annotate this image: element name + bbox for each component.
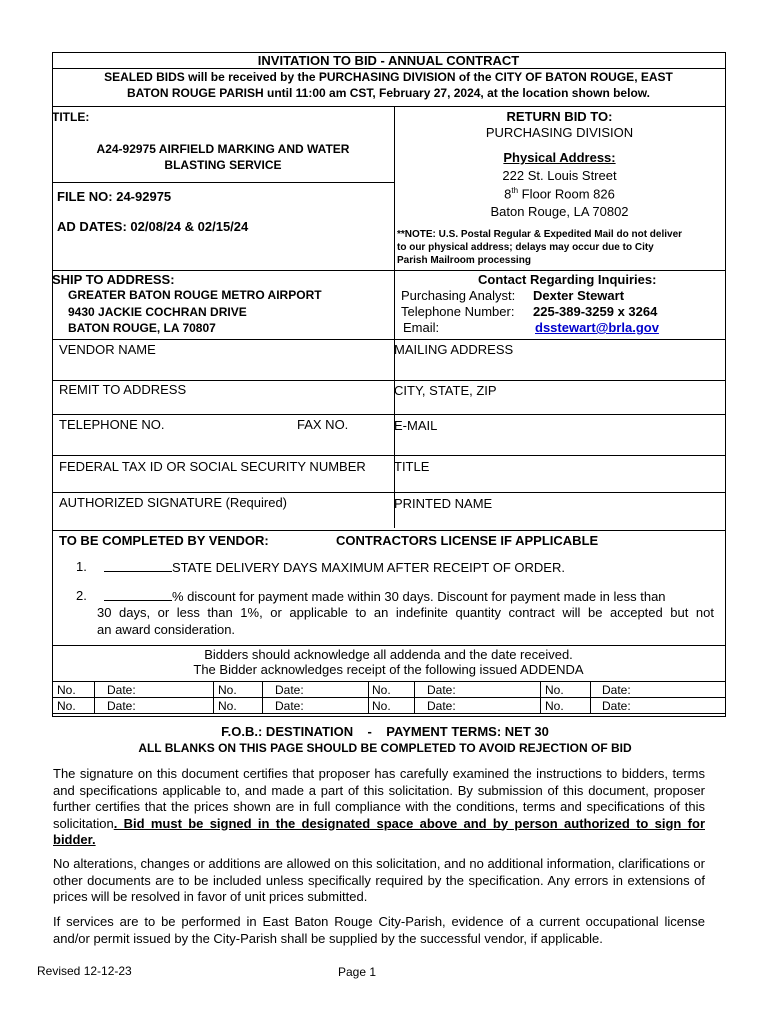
- addendum-date-label[interactable]: Date:: [275, 683, 304, 697]
- mail-note-line-2: to our physical address; delays may occur due to City: [397, 242, 654, 253]
- analyst-label: Purchasing Analyst:: [401, 288, 516, 303]
- floor-room-text: Floor Room 826: [518, 186, 615, 202]
- addendum-date-label[interactable]: Date:: [602, 699, 631, 713]
- license-paragraph: [53, 914, 705, 947]
- email-field[interactable]: E-MAIL: [394, 418, 438, 433]
- certification-text: The signature on this document certifies that proposer has carefully examined the instructions to bidders, terms and specifications applicable to, and made a part of this solicitation. By submission of this document, proposer further certifies that the prices shown are in full compliance with the conditions, terms and specifications of this solicitation: [53, 766, 705, 831]
- remit-to-field[interactable]: REMIT TO ADDRESS: [59, 382, 187, 397]
- addendum-no-label[interactable]: No.: [372, 683, 391, 697]
- ship-to-line-3: BATON ROUGE, LA 70807: [68, 321, 216, 335]
- street-address: 222 St. Louis Street: [502, 168, 617, 183]
- addenda-line-2: The Bidder acknowledges receipt of the following issued ADDENDA: [193, 662, 584, 677]
- ship-to-label: SHIP TO ADDRESS:: [52, 272, 175, 287]
- mailing-address-field[interactable]: MAILING ADDRESS: [394, 342, 514, 357]
- addendum-no-label[interactable]: No.: [57, 699, 76, 713]
- title-field[interactable]: TITLE: [394, 459, 430, 474]
- email-link[interactable]: dsstewart@brla.gov: [535, 320, 659, 335]
- license-text: If services are to be performed in East Baton Rouge City-Parish, evidence of a current occupational license and/or permit issued by the City-Parish shall be supplied by the successful vendor, if applicable.: [53, 914, 705, 946]
- floor-suffix: th: [511, 186, 519, 195]
- printed-name-field[interactable]: PRINTED NAME: [394, 496, 493, 511]
- ship-to-line-2: 9430 JACKIE COCHRAN DRIVE: [68, 305, 247, 319]
- addenda-line-1: Bidders should acknowledge all addenda and the date received.: [204, 647, 573, 662]
- alterations-paragraph: [53, 856, 705, 906]
- addendum-date-label[interactable]: Date:: [602, 683, 631, 697]
- form-title: INVITATION TO BID - ANNUAL CONTRACT: [257, 53, 520, 68]
- item-1: [104, 559, 565, 575]
- addendum-no-label[interactable]: No.: [57, 683, 76, 697]
- discount-percent-blank[interactable]: [104, 588, 172, 601]
- item-1-number: 1.: [76, 559, 87, 574]
- signature-requirement: . Bid must be signed in the designated space above and by person authorized to sign for bidder.: [53, 815, 705, 847]
- file-number: FILE NO: 24-92975: [57, 189, 172, 204]
- bid-title-line-2: BLASTING SERVICE: [164, 158, 282, 172]
- certification-paragraph: [53, 766, 705, 849]
- delivery-days-blank[interactable]: [104, 559, 172, 572]
- fob-payment-terms: F.O.B.: DESTINATION - PAYMENT TERMS: NET 30: [221, 724, 549, 739]
- sealed-bids-line-1: SEALED BIDS will be received by the PURCHASING DIVISION of the CITY OF BATON ROUGE, EAST: [104, 70, 673, 84]
- signature-field[interactable]: AUTHORIZED SIGNATURE (Required): [59, 495, 288, 510]
- blanks-warning: ALL BLANKS ON THIS PAGE SHOULD BE COMPLETED TO AVOID REJECTION OF BID: [138, 741, 632, 755]
- item-1-text: STATE DELIVERY DAYS MAXIMUM AFTER RECEIPT OF ORDER.: [172, 560, 565, 575]
- page-number: Page 1: [338, 965, 377, 979]
- addendum-date-label[interactable]: Date:: [107, 683, 136, 697]
- mail-note-line-3: Parish Mailroom processing: [397, 255, 531, 266]
- addendum-no-label[interactable]: No.: [545, 683, 564, 697]
- addendum-date-label[interactable]: Date:: [427, 699, 456, 713]
- fax-field[interactable]: FAX NO.: [297, 417, 349, 432]
- mail-note-line-1: **NOTE: U.S. Postal Regular & Expedited Mail do not deliver: [397, 229, 683, 240]
- sealed-bids-line-2: BATON ROUGE PARISH until 11:00 am CST, February 27, 2024, at the location shown below.: [126, 86, 650, 100]
- city-state-zip-field[interactable]: CITY, STATE, ZIP: [394, 383, 497, 398]
- phone-number: 225-389-3259 x 3264: [533, 304, 658, 319]
- vendor-section-heading: TO BE COMPLETED BY VENDOR:: [59, 533, 269, 548]
- telephone-field[interactable]: TELEPHONE NO.: [59, 417, 165, 432]
- vendor-name-field[interactable]: VENDOR NAME: [59, 342, 156, 357]
- addendum-no-label[interactable]: No.: [218, 683, 237, 697]
- item-2-line-3: an award consideration.: [97, 622, 236, 637]
- contact-heading: Contact Regarding Inquiries:: [478, 272, 657, 287]
- addendum-date-label[interactable]: Date:: [107, 699, 136, 713]
- addendum-date-label[interactable]: Date:: [275, 699, 304, 713]
- return-bid-heading: RETURN BID TO:: [506, 109, 613, 124]
- addendum-no-label[interactable]: No.: [218, 699, 237, 713]
- alterations-text: No alterations, changes or additions are allowed on this solicitation, and no additional information, clarifications or other documents are to be included unless specifically required by the specification. Any errors in extensions of prices will be resolved in favor of unit prices submitted.: [53, 856, 705, 904]
- contractors-license-label: CONTRACTORS LICENSE IF APPLICABLE: [336, 533, 599, 548]
- item-2-line-1: [104, 588, 714, 604]
- addendum-date-label[interactable]: Date:: [427, 683, 456, 697]
- ad-dates: AD DATES: 02/08/24 & 02/15/24: [57, 219, 249, 234]
- item-2-text: % discount for payment made within 30 days. Discount for payment made in less than: [172, 589, 666, 604]
- phone-label: Telephone Number:: [401, 304, 515, 319]
- addendum-no-label[interactable]: No.: [545, 699, 564, 713]
- city-state-zip-address: Baton Rouge, LA 70802: [490, 204, 629, 219]
- item-2-line-2: 30 days, or less than 1%, or applicable to an indefinite quantity contract will be accepted but not: [97, 605, 714, 620]
- title-label: TITLE:: [52, 110, 90, 124]
- physical-address-label: Physical Address:: [503, 150, 616, 165]
- email-label: Email:: [403, 320, 440, 335]
- tax-id-field[interactable]: FEDERAL TAX ID OR SOCIAL SECURITY NUMBER: [59, 459, 366, 474]
- item-2-number: 2.: [76, 588, 87, 603]
- addendum-no-label[interactable]: No.: [372, 699, 391, 713]
- purchasing-division: PURCHASING DIVISION: [485, 125, 634, 140]
- analyst-name: Dexter Stewart: [533, 288, 625, 303]
- revised-date: Revised 12-12-23: [37, 964, 132, 978]
- floor-room: [394, 186, 725, 201]
- ship-to-line-1: GREATER BATON ROUGE METRO AIRPORT: [68, 288, 322, 302]
- floor-number: 8: [504, 186, 512, 202]
- bid-title-line-1: A24-92975 AIRFIELD MARKING AND WATER: [96, 142, 350, 156]
